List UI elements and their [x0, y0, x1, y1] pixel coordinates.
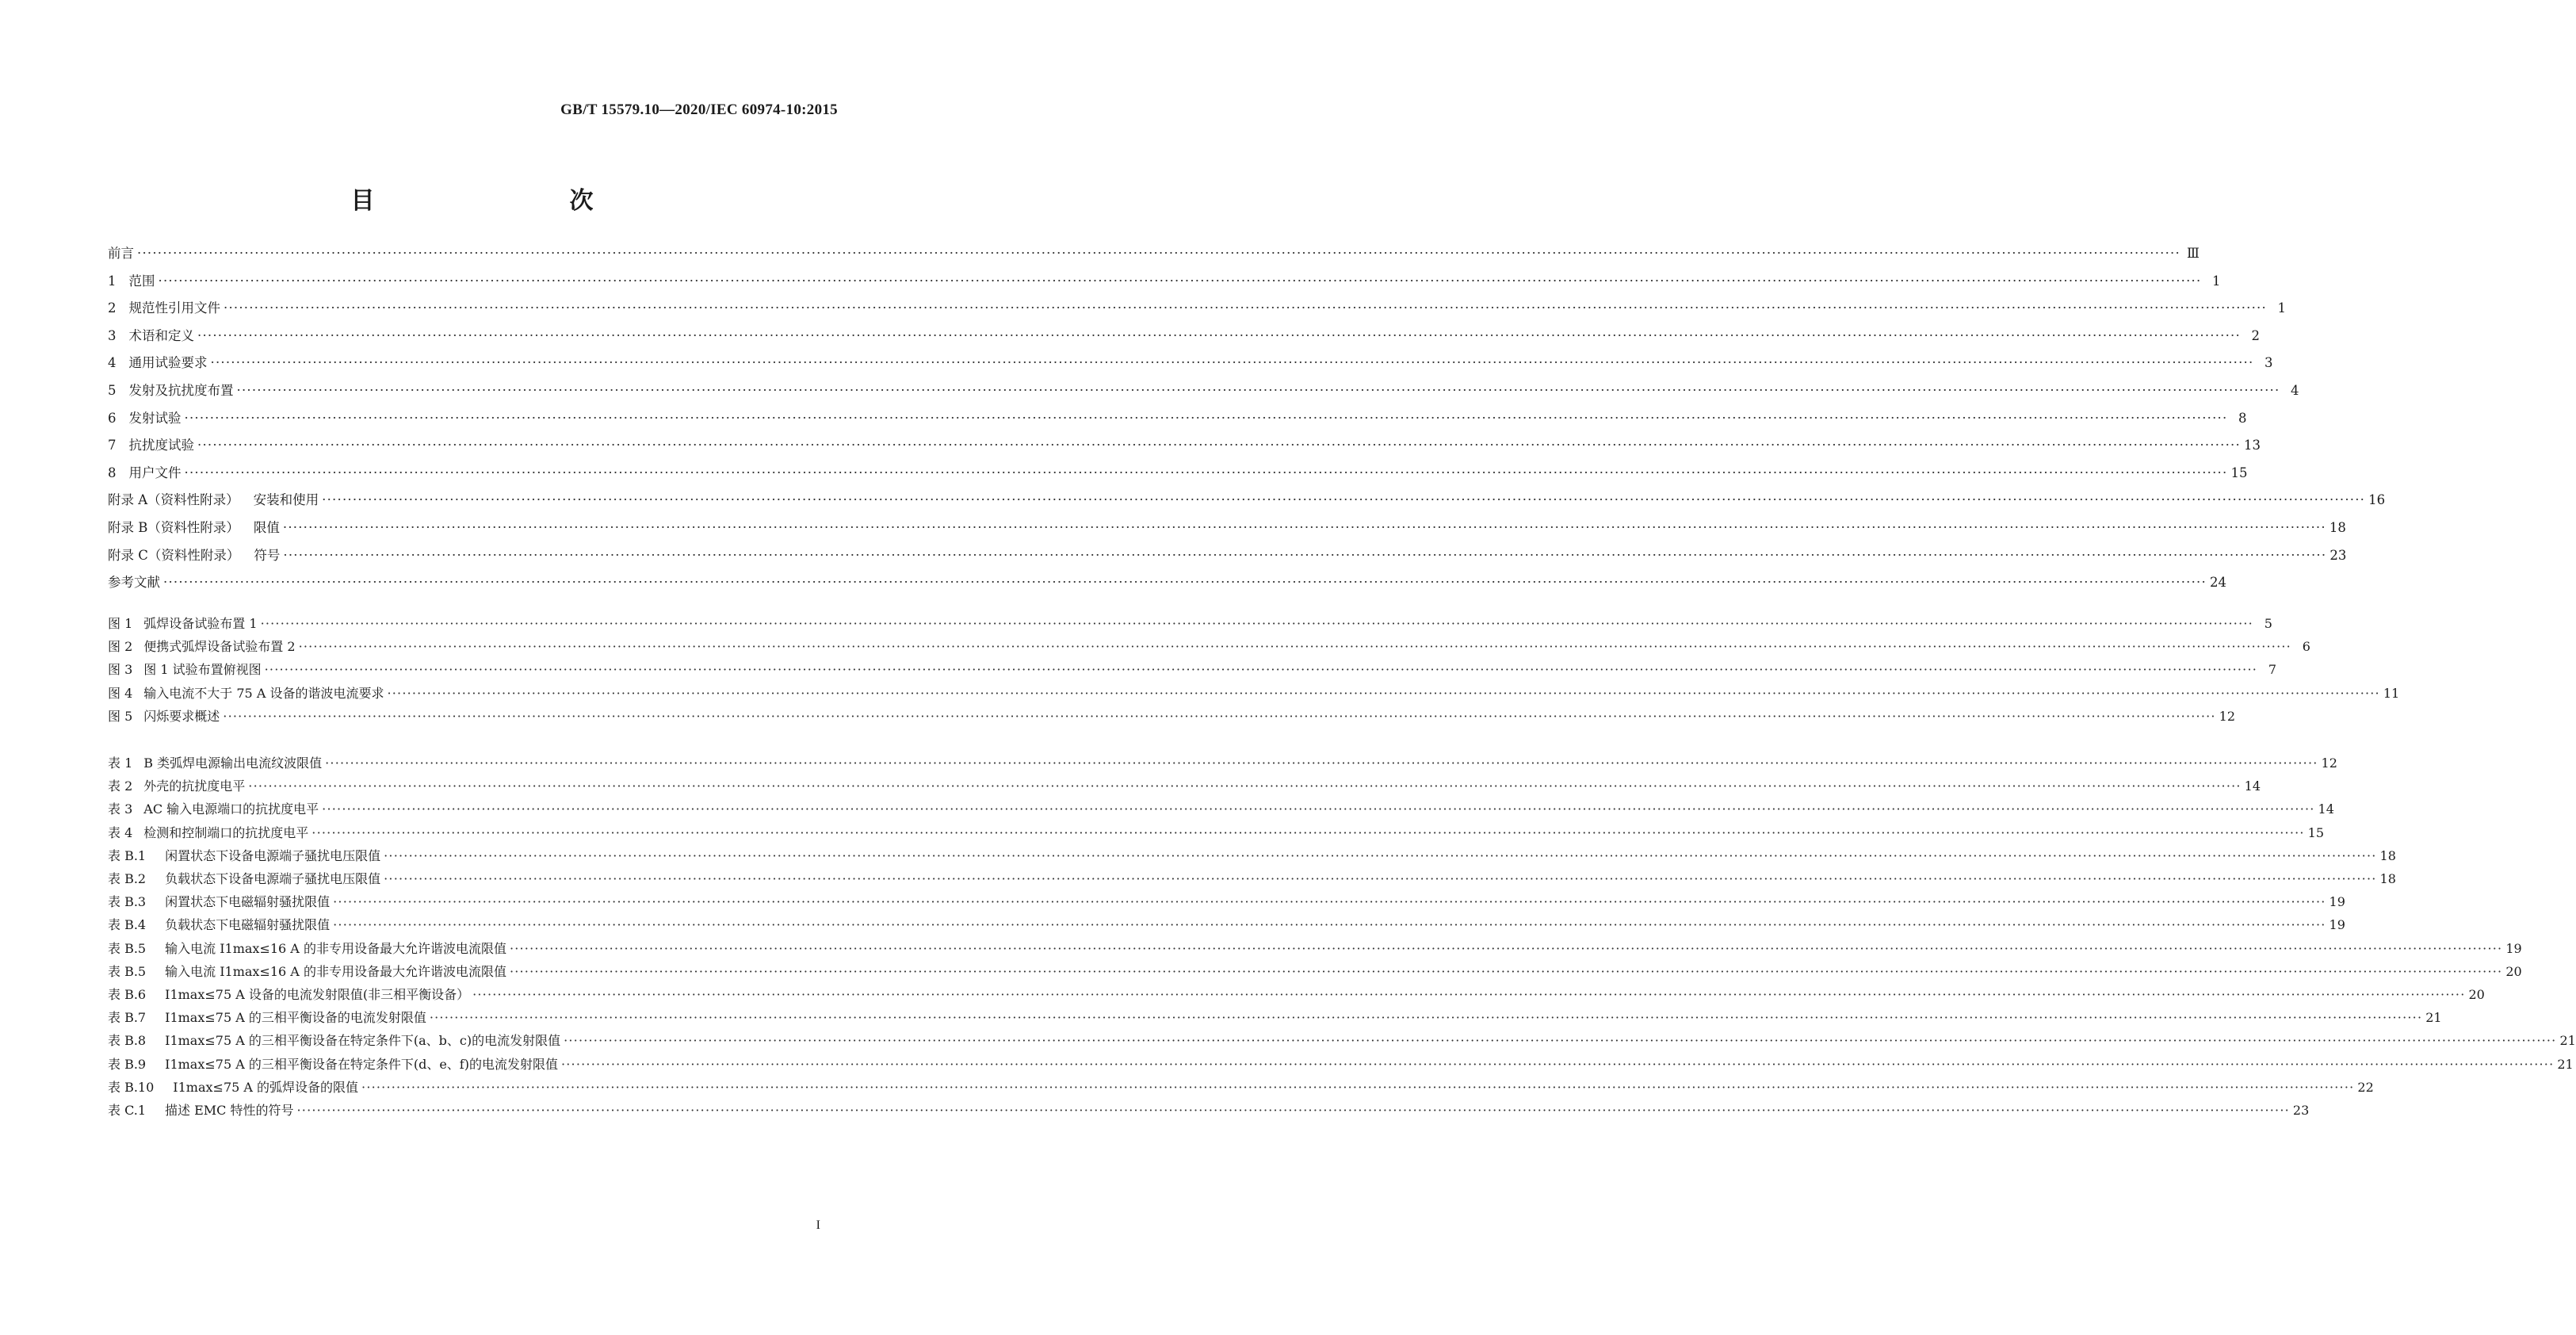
toc-entry[interactable] — [108, 823, 2325, 842]
toc-entry[interactable] — [108, 1031, 2576, 1050]
toc-entry-label: 表 3 — [108, 801, 133, 817]
standard-code: GB/T 15579.10—2020/IEC 60974-10:2015 — [560, 101, 838, 118]
toc-dot-leader: ················································································································································································································································································································································································································ — [224, 300, 2267, 316]
toc-entry-page: 18 — [2379, 847, 2396, 863]
toc-entry-page: 12 — [2321, 755, 2337, 771]
toc-entry-label: 图 5 — [108, 708, 133, 724]
toc-entry-page: 20 — [2468, 987, 2485, 1002]
toc-entry[interactable] — [108, 545, 2347, 565]
toc-entry-label: 表 B.8 — [108, 1033, 147, 1049]
toc-entry-title: 限值 — [253, 520, 280, 535]
toc-entry-page: 3 — [2264, 355, 2273, 371]
toc-dot-leader: ················································································································································································································································································································································································································ — [163, 575, 2207, 591]
toc-dot-leader: ················································································································································································································································································································································································································ — [260, 616, 2253, 631]
toc-entry-label: 附录 B（资料性附录） — [108, 520, 239, 535]
toc-entry-label: 表 4 — [108, 824, 133, 840]
toc-entry-page: 1 — [2211, 273, 2221, 289]
toc-entry-title: 负载状态下设备电源端子骚扰电压限值 — [165, 871, 381, 886]
toc-entry[interactable] — [108, 892, 2345, 911]
toc-entry[interactable] — [108, 637, 2310, 656]
page-number: I — [816, 1218, 820, 1232]
toc-entry-label: 5 — [108, 383, 117, 398]
toc-entry-label: 7 — [108, 438, 117, 453]
toc-entry-label: 表 B.10 — [108, 1079, 155, 1095]
toc-entry[interactable] — [108, 1008, 2442, 1027]
toc-entry-page: 19 — [2505, 940, 2522, 956]
toc-entry-title: 通用试验要求 — [128, 355, 208, 371]
toc-entry[interactable] — [108, 985, 2485, 1004]
toc-entry-page: 14 — [2318, 801, 2334, 817]
toc-entry-title: 闲置状态下设备电源端子骚扰电压限值 — [165, 847, 381, 863]
toc-entry-label: 表 B.5 — [108, 940, 147, 956]
toc-entry[interactable] — [108, 706, 2236, 725]
toc-dot-leader: ················································································································································································································································································································································································································ — [384, 871, 2377, 886]
toc-dot-leader: ················································································································································································································································································································································································································ — [387, 685, 2380, 701]
toc-entry-page: 21 — [2425, 1010, 2442, 1026]
toc-entry-page: 23 — [2292, 1103, 2310, 1118]
toc-dot-leader: ················································································································································································································································································································································································································ — [282, 520, 2326, 535]
toc-entry-page: 12 — [2219, 708, 2236, 724]
toc-dot-leader: ················································································································································································································································································································································································································ — [158, 273, 2202, 289]
toc-dot-leader: ················································································································································································································································································································································································································ — [184, 410, 2228, 426]
toc-entry[interactable] — [108, 915, 2345, 934]
toc-entry-label: 表 1 — [108, 755, 133, 771]
toc-entry-title: 闲置状态下电磁辐射骚扰限值 — [165, 894, 331, 910]
toc-entry-title: 范围 — [128, 273, 155, 289]
toc-dot-leader: ················································································································································································································································································································································································································ — [137, 246, 2180, 261]
toc-entry[interactable] — [108, 572, 2226, 592]
toc-entry-title: AC 输入电源端口的抗扰度电平 — [143, 801, 319, 817]
toc-entry-page: Ⅲ — [2187, 246, 2200, 261]
toc-entry-page: 15 — [2307, 824, 2325, 840]
toc-entry-label: 表 B.9 — [108, 1056, 147, 1072]
toc-entry-label: 表 2 — [108, 778, 133, 794]
toc-entry-title: 发射及抗扰度布置 — [128, 383, 234, 398]
toc-entry-label: 图 2 — [108, 639, 133, 655]
toc-dot-leader: ················································································································································································································································································································································································································ — [248, 778, 2242, 794]
toc-entry-page: 6 — [2302, 639, 2310, 655]
toc-entry[interactable] — [108, 270, 2221, 291]
toc-entry-title: 外壳的抗扰度电平 — [143, 778, 246, 794]
toc-entry-page: 23 — [2329, 547, 2347, 563]
toc-entry[interactable] — [108, 776, 2261, 795]
toc-entry-page: 14 — [2244, 778, 2261, 794]
toc-dot-leader: ················································································································································································································································································································································································································ — [325, 755, 2318, 771]
toc-entry[interactable] — [108, 846, 2396, 865]
toc-entry-title: 用户文件 — [128, 465, 182, 480]
toc-entry-label: 1 — [108, 273, 117, 289]
toc-dot-leader: ················································································································································································································································································································································································································ — [361, 1079, 2355, 1095]
toc-entry[interactable] — [108, 352, 2273, 373]
toc-entry-page: 19 — [2329, 894, 2345, 910]
toc-entry-title: I1max≤75 A 的三相平衡设备在特定条件下(a、b、c)的电流发射限值 — [165, 1033, 561, 1049]
toc-dot-leader: ················································································································································································································································································································································································································ — [560, 1056, 2555, 1072]
toc-dot-leader: ················································································································································································································································································································································································································ — [509, 940, 2503, 956]
toc-entry-label: 6 — [108, 410, 117, 426]
toc-entry-page: 11 — [2383, 685, 2400, 701]
toc-entry[interactable] — [108, 297, 2286, 318]
toc-entry-title: I1max≤75 A 的三相平衡设备的电流发射限值 — [165, 1010, 426, 1026]
toc-entry-page: 19 — [2329, 917, 2345, 933]
toc-dot-leader: ················································································································································································································································································································································································································ — [283, 547, 2327, 563]
toc-dot-leader: ················································································································································································································································································································································································································ — [236, 383, 2280, 398]
toc-dot-leader: ················································································································································································································································································································································································································ — [429, 1010, 2423, 1026]
toc-entry-page: 13 — [2243, 438, 2261, 453]
toc-entry-label: 2 — [108, 300, 117, 316]
toc-entry[interactable] — [108, 799, 2334, 818]
toc-entry-title: 安装和使用 — [253, 492, 319, 508]
toc-entry-title: 规范性引用文件 — [128, 300, 220, 316]
toc-entry[interactable] — [108, 660, 2277, 679]
toc-entry-label: 3 — [108, 327, 117, 343]
page-title: 目 次 — [350, 187, 643, 215]
toc-entry[interactable] — [108, 869, 2396, 888]
toc-entry-title: B 类弧焊电源输出电流纹波限值 — [143, 755, 323, 771]
toc-entry-title: 术语和定义 — [128, 327, 194, 343]
toc-entry-title: 图 1 试验布置俯视图 — [143, 662, 262, 678]
toc-entry[interactable] — [108, 1054, 2574, 1073]
toc-entry[interactable] — [108, 243, 2200, 263]
toc-entry-label: 4 — [108, 355, 117, 371]
toc-entry-title: 闪烁要求概述 — [143, 708, 220, 724]
toc-entry-label: 表 B.5 — [108, 963, 147, 979]
toc-entry[interactable] — [108, 380, 2299, 400]
toc-dot-leader: ················································································································································································································································································································································································································ — [197, 327, 2241, 343]
toc-entry-label: 前言 — [108, 246, 134, 261]
toc-entry-page: 18 — [2329, 520, 2346, 535]
toc-entry-title: 发射试验 — [128, 410, 182, 426]
toc-entry-title: I1max≤75 A 的弧焊设备的限值 — [173, 1079, 359, 1095]
toc-entry-title: 输入电流不大于 75 A 设备的谐波电流要求 — [143, 685, 384, 701]
toc-entry-page: 24 — [2209, 575, 2226, 591]
toc-entry-page: 4 — [2290, 383, 2299, 398]
toc-entry-page: 5 — [2264, 616, 2272, 631]
toc-dot-leader: ················································································································································································································································································································································································································ — [197, 438, 2241, 453]
toc-entry[interactable] — [108, 614, 2272, 633]
toc-dot-leader: ················································································································································································································································································································································································································ — [384, 847, 2377, 863]
toc-entry-label: 表 B.1 — [108, 847, 147, 863]
toc-entry-label: 表 B.3 — [108, 894, 147, 910]
toc-entry-label: 图 3 — [108, 662, 133, 678]
toc-entry-label: 表 B.6 — [108, 987, 147, 1002]
toc-dot-leader: ················································································································································································································································································································································································································ — [509, 963, 2503, 979]
toc-entry-page: 22 — [2357, 1079, 2374, 1095]
toc-dot-leader: ················································································································································································································································································································································································································ — [564, 1033, 2557, 1049]
toc-entry[interactable] — [108, 962, 2522, 981]
toc-dot-leader: ················································································································································································································································································································································································································ — [322, 492, 2366, 508]
toc-entry-label: 参考文献 — [108, 575, 160, 591]
toc-entry-title: 输入电流 I1max≤16 A 的非专用设备最大允许谐波电流限值 — [165, 963, 506, 979]
toc-dot-leader: ················································································································································································································································································································································································································ — [322, 801, 2315, 817]
toc-entry-title: I1max≤75 A 设备的电流发射限值(非三相平衡设备） — [165, 987, 470, 1002]
toc-entry-label: 图 4 — [108, 685, 133, 701]
toc-entry-title: I1max≤75 A 的三相平衡设备在特定条件下(d、e、f)的电流发射限值 — [165, 1056, 558, 1072]
toc-dot-leader: ················································································································································································································································································································································································································ — [298, 639, 2291, 655]
toc-entry-label: 图 1 — [108, 616, 133, 631]
toc-entry-label: 表 B.4 — [108, 917, 147, 933]
toc-entry-page: 20 — [2505, 963, 2522, 979]
toc-entry-title: 描述 EMC 特性的符号 — [165, 1103, 294, 1118]
toc-entry-label: 表 B.2 — [108, 871, 147, 886]
toc-entry-title: 检测和控制端口的抗扰度电平 — [143, 824, 309, 840]
toc-entry[interactable] — [108, 462, 2248, 483]
toc-entry-page: 18 — [2379, 871, 2396, 886]
toc-dot-leader: ················································································································································································································································································································································································································ — [333, 894, 2326, 910]
toc-entry-title: 负载状态下电磁辐射骚扰限值 — [165, 917, 331, 933]
toc-dot-leader: ················································································································································································································································································································································································································ — [472, 987, 2466, 1002]
toc-entry-page: 16 — [2368, 492, 2386, 508]
toc-dot-leader: ················································································································································································································································································································································································································ — [184, 465, 2228, 480]
toc-entry-label: 表 C.1 — [108, 1103, 147, 1118]
toc-entry[interactable] — [108, 753, 2337, 772]
toc-entry-label: 附录 C（资料性附录） — [108, 547, 240, 563]
toc-entry-page: 21 — [2557, 1056, 2574, 1072]
toc-entry-title: 抗扰度试验 — [128, 438, 194, 453]
toc-entry-page: 8 — [2238, 410, 2247, 426]
toc-entry-title: 符号 — [254, 547, 281, 563]
toc-entry[interactable] — [108, 434, 2261, 455]
toc-entry-page: 2 — [2251, 327, 2260, 343]
toc-entry-title: 输入电流 I1max≤16 A 的非专用设备最大允许谐波电流限值 — [165, 940, 506, 956]
toc-entry[interactable] — [108, 1077, 2374, 1096]
toc-entry[interactable] — [108, 1100, 2310, 1119]
toc-dot-leader: ················································································································································································································································································································································································································ — [210, 355, 2254, 371]
toc-dot-leader: ················································································································································································································································································································································································································ — [311, 824, 2305, 840]
toc-entry[interactable] — [108, 939, 2522, 958]
toc-dot-leader: ················································································································································································································································································································································································································ — [223, 708, 2216, 724]
toc-entry[interactable] — [108, 325, 2260, 346]
toc-dot-leader: ················································································································································································································································································································································································································ — [264, 662, 2258, 678]
toc-entry-label: 8 — [108, 465, 117, 480]
toc-entry-page: 7 — [2268, 662, 2277, 678]
toc-entry[interactable] — [108, 517, 2346, 537]
toc-entry-label: 表 B.7 — [108, 1010, 147, 1026]
toc-entry[interactable] — [108, 407, 2247, 428]
toc-entry[interactable] — [108, 489, 2386, 510]
toc-entry-label: 附录 A（资料性附录） — [108, 492, 239, 508]
toc-dot-leader: ················································································································································································································································································································································································································ — [296, 1103, 2290, 1118]
toc-entry-title: 弧焊设备试验布置 1 — [143, 616, 258, 631]
toc-entry-page: 1 — [2277, 300, 2286, 316]
toc-dot-leader: ················································································································································································································································································································································································································ — [333, 917, 2326, 933]
toc-entry-page: 15 — [2230, 465, 2248, 480]
toc-entry[interactable] — [108, 683, 2400, 702]
toc-entry-page: 21 — [2559, 1033, 2576, 1049]
toc-entry-title: 便携式弧焊设备试验布置 2 — [143, 639, 296, 655]
